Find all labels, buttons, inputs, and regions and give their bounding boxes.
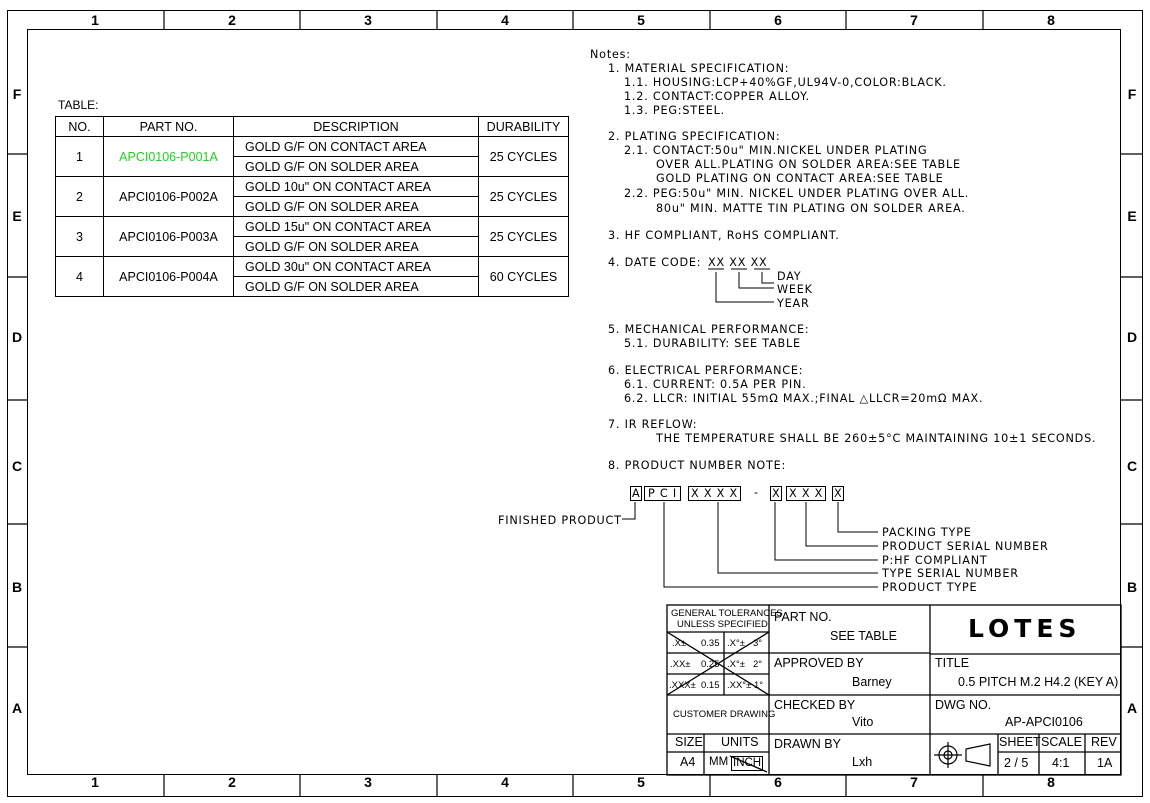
zone-col-label: 5 xyxy=(637,774,645,790)
units-label: UNITS xyxy=(721,735,759,749)
approved-by-value: Barney xyxy=(852,675,892,689)
pn-box-product-serial: X X X xyxy=(786,486,826,501)
units-mm: MM xyxy=(709,756,729,768)
approved-by-label: APPROVED BY xyxy=(774,656,864,670)
table-label: TABLE: xyxy=(58,98,99,112)
cell-desc: GOLD G/F ON SOLDER AREA xyxy=(234,157,479,177)
size-label: SIZE xyxy=(675,735,703,749)
note-8: 8. PRODUCT NUMBER NOTE: xyxy=(608,459,787,472)
zone-col-label: 5 xyxy=(637,12,645,28)
sheet-value: 2 / 5 xyxy=(1004,756,1029,770)
tolerance-angle-3-label: .XX°± xyxy=(727,680,752,691)
rev-label: REV xyxy=(1091,735,1117,749)
note-1-1: 1.1. HOUSING:LCP+40%GF,UL94V-0,COLOR:BLACK. xyxy=(624,76,947,89)
cell-no: 1 xyxy=(56,137,104,177)
cell-desc: GOLD G/F ON CONTACT AREA xyxy=(234,137,479,157)
note-6-2: 6.2. LLCR: INITIAL 55mΩ MAX.;FINAL △LLCR=20mΩ MAX. xyxy=(624,392,984,405)
tolerance-x-value: 0.35 xyxy=(701,638,720,649)
date-code-pattern: XX XX XX xyxy=(708,256,768,269)
note-1: 1. MATERIAL SPECIFICATION: xyxy=(608,62,790,75)
general-tolerances-label: GENERAL TOLERANCES xyxy=(671,608,783,619)
cell-part-no: APCI0106-P001A xyxy=(104,137,234,177)
cell-desc: GOLD G/F ON SOLDER AREA xyxy=(234,277,479,297)
zone-row-label: F xyxy=(1127,86,1137,102)
title-label: TITLE xyxy=(935,656,970,670)
tolerance-angle-2-label: .X°± xyxy=(727,659,745,670)
dwg-no-label: DWG NO. xyxy=(935,698,992,712)
tolerance-angle-1-value: 3° xyxy=(753,638,763,649)
pn-product-serial: PRODUCT SERIAL NUMBER xyxy=(882,540,1049,553)
pn-hf-compliant: P:HF COMPLIANT xyxy=(882,554,988,567)
zone-row-label: B xyxy=(1126,579,1138,595)
note-1-2: 1.2. CONTACT:COPPER ALLOY. xyxy=(624,90,810,103)
cell-desc: GOLD 10u" ON CONTACT AREA xyxy=(234,177,479,197)
notes-title: Notes: xyxy=(590,48,631,61)
cell-durability: 25 CYCLES xyxy=(479,217,569,257)
cell-no: 3 xyxy=(56,217,104,257)
zone-col-label: 3 xyxy=(364,12,372,28)
cell-part-no: APCI0106-P003A xyxy=(104,217,234,257)
cell-durability: 25 CYCLES xyxy=(479,177,569,217)
zone-row-label: A xyxy=(11,700,23,716)
pn-type-serial: TYPE SERIAL NUMBER xyxy=(882,567,1019,580)
company-logo: LOTES xyxy=(968,614,1082,643)
zone-col-label: 7 xyxy=(910,12,918,28)
note-2-2b: 80u" MIN. MATTE TIN PLATING ON SOLDER AREA. xyxy=(656,202,966,215)
cell-part-no: APCI0106-P002A xyxy=(104,177,234,217)
zone-col-label: 2 xyxy=(228,12,236,28)
scale-value: 4:1 xyxy=(1052,756,1070,770)
table-header: DESCRIPTION xyxy=(234,117,479,137)
note-7: 7. IR REFLOW: xyxy=(608,418,698,431)
pn-dash: - xyxy=(754,486,759,499)
tolerance-xx-label: .XX± xyxy=(670,659,691,670)
sheet-label: SHEET xyxy=(999,735,1041,749)
zone-col-label: 2 xyxy=(228,774,236,790)
dwg-no-value: AP-APCI0106 xyxy=(1005,715,1083,729)
cell-no: 4 xyxy=(56,257,104,297)
cell-durability: 60 CYCLES xyxy=(479,257,569,297)
pn-box-packing: X xyxy=(834,487,843,500)
rev-value: 1A xyxy=(1097,756,1113,770)
note-2: 2. PLATING SPECIFICATION: xyxy=(608,130,781,143)
part-no-label: PART NO. xyxy=(774,610,832,624)
part-no-value: SEE TABLE xyxy=(830,629,897,643)
drawn-by-value: Lxh xyxy=(852,755,873,769)
zone-col-label: 6 xyxy=(774,774,782,790)
pn-box-a: A xyxy=(632,487,641,500)
zone-row-label: D xyxy=(1126,329,1138,345)
drawn-by-label: DRAWN BY xyxy=(774,737,841,751)
customer-drawing-label: CUSTOMER DRAWING xyxy=(673,709,776,720)
scale-label: SCALE xyxy=(1041,735,1082,749)
zone-row-label: E xyxy=(1127,208,1137,224)
note-2-1c: GOLD PLATING ON CONTACT AREA:SEE TABLE xyxy=(656,172,944,185)
note-1-3: 1.3. PEG:STEEL. xyxy=(624,104,726,117)
zone-col-label: 8 xyxy=(1047,12,1055,28)
pn-finished-product: FINISHED PRODUCT xyxy=(498,514,622,527)
checked-by-label: CHECKED BY xyxy=(774,698,856,712)
projection-symbol-icon xyxy=(934,739,996,771)
zone-col-label: 3 xyxy=(364,774,372,790)
zone-row-label: B xyxy=(11,579,23,595)
tolerance-angle-3-value: 1° xyxy=(754,680,764,691)
size-value: A4 xyxy=(680,755,696,769)
zone-col-label: 7 xyxy=(910,774,918,790)
cell-desc: GOLD G/F ON SOLDER AREA xyxy=(234,237,479,257)
pn-box-pci: P C I xyxy=(644,486,681,501)
date-code-year: YEAR xyxy=(777,297,810,310)
zone-col-label: 4 xyxy=(501,774,509,790)
tolerance-x-label: .X± xyxy=(672,638,687,649)
pn-box-type-serial: X X X X xyxy=(688,486,741,501)
zone-col-label: 4 xyxy=(501,12,509,28)
pn-product-type: PRODUCT TYPE xyxy=(882,581,978,594)
zone-row-label: C xyxy=(11,458,23,474)
cell-no: 2 xyxy=(56,177,104,217)
cell-desc: GOLD 15u" ON CONTACT AREA xyxy=(234,217,479,237)
checked-by-value: Vito xyxy=(852,715,874,729)
table-header: PART NO. xyxy=(104,117,234,137)
title-value: 0.5 PITCH M.2 H4.2 (KEY A) xyxy=(958,675,1119,689)
note-7-1: THE TEMPERATURE SHALL BE 260±5°C MAINTAINING 10±1 SECONDS. xyxy=(656,432,1097,445)
note-5: 5. MECHANICAL PERFORMANCE: xyxy=(608,323,810,336)
cell-desc: GOLD 30u" ON CONTACT AREA xyxy=(234,257,479,277)
note-4: 4. DATE CODE: xyxy=(608,256,702,269)
pn-packing-type: PACKING TYPE xyxy=(882,526,972,539)
note-3: 3. HF COMPLIANT, RoHS COMPLIANT. xyxy=(608,229,840,242)
date-code-day: DAY xyxy=(777,270,802,283)
table-header: DURABILITY xyxy=(479,117,569,137)
zone-col-label: 6 xyxy=(774,12,782,28)
zone-col-label: 1 xyxy=(91,12,99,28)
date-code-week: WEEK xyxy=(777,283,813,296)
tolerance-xxx-label: .XXX± xyxy=(669,680,696,691)
note-2-1a: 2.1. CONTACT:50u" MIN.NICKEL UNDER PLATING xyxy=(624,144,928,157)
tolerance-xx-value: 0.25 xyxy=(701,659,720,670)
tolerance-angle-2-value: 2° xyxy=(753,659,763,670)
note-6-1: 6.1. CURRENT: 0.5A PER PIN. xyxy=(624,378,807,391)
tolerance-xxx-value: 0.15 xyxy=(701,680,720,691)
zone-row-label: F xyxy=(12,86,22,102)
zone-row-label: C xyxy=(1126,458,1138,474)
units-inch: INCH xyxy=(733,757,762,769)
tolerance-angle-1-label: .X°± xyxy=(727,638,745,649)
note-2-1b: OVER ALL.PLATING ON SOLDER AREA:SEE TABLE xyxy=(656,158,961,171)
note-6: 6. ELECTRICAL PERFORMANCE: xyxy=(608,364,804,377)
pn-box-hf: X xyxy=(772,487,781,500)
zone-col-label: 1 xyxy=(91,774,99,790)
cell-desc: GOLD G/F ON SOLDER AREA xyxy=(234,197,479,217)
zone-row-label: A xyxy=(1126,700,1138,716)
note-5-1: 5.1. DURABILITY: SEE TABLE xyxy=(624,337,801,350)
zone-row-label: D xyxy=(11,329,23,345)
zone-col-label: 8 xyxy=(1047,774,1055,790)
table-header: NO. xyxy=(56,117,104,137)
cell-part-no: APCI0106-P004A xyxy=(104,257,234,297)
cell-durability: 25 CYCLES xyxy=(479,137,569,177)
unless-specified-label: UNLESS SPECIFIED xyxy=(677,619,768,630)
zone-row-label: E xyxy=(12,208,22,224)
note-2-2a: 2.2. PEG:50u" MIN. NICKEL UNDER PLATING OVER ALL. xyxy=(624,187,970,200)
